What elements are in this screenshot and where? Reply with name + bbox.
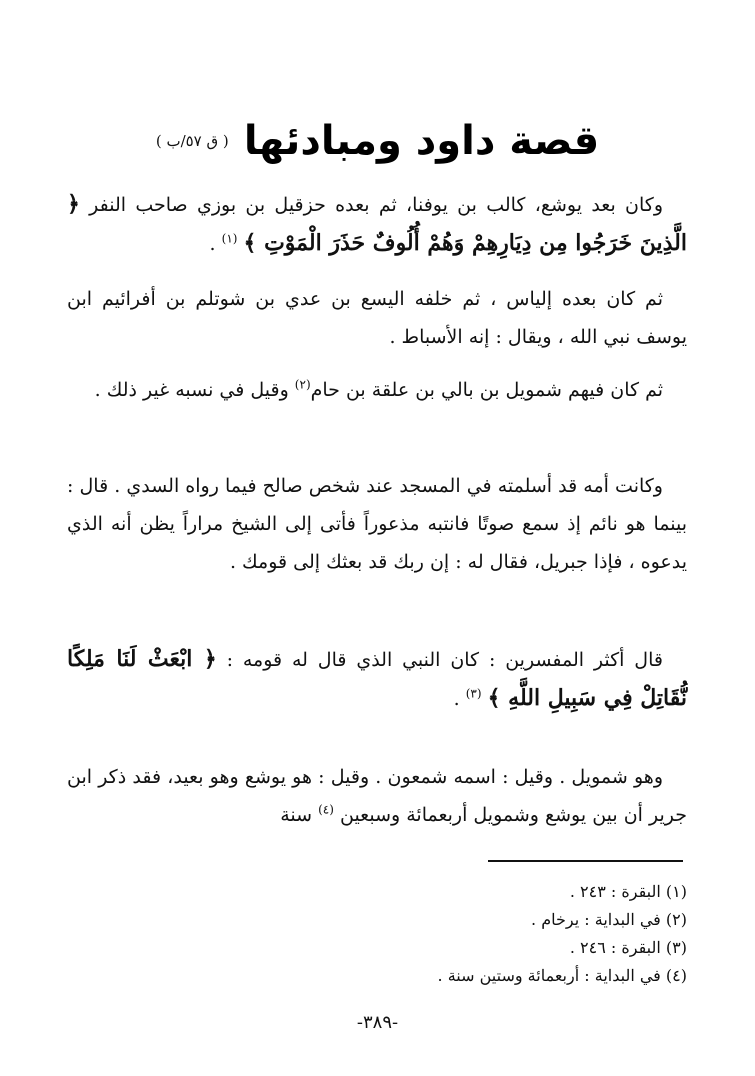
paragraph-text: ثم كان بعده إلياس ، ثم خلفه اليسع بن عدي بن شوتلم بن أفرائيم ابن يوسف نبي الله ، ويقال : إنه الأسباط . xyxy=(67,288,687,348)
footnote-item: (٣) البقرة : ٢٤٦ . xyxy=(569,938,687,957)
paragraph-3 xyxy=(67,371,687,409)
footnote-marker: (٣) xyxy=(465,686,482,701)
paragraph-5 xyxy=(67,640,687,718)
paragraph-text: . xyxy=(453,688,466,710)
paragraph-text: وكان بعد يوشع، كالب بن يوفنا، ثم بعده حزقيل بن بوزي صاحب النفر xyxy=(79,194,663,216)
footnote-marker: (٢) xyxy=(294,377,311,392)
paragraph-text: وكانت أمه قد أسلمته في المسجد عند شخص صالح فيما رواه السدي . قال : بينما هو نائم إذ سمع صوتًا فانتبه مذعوراً فأتى إلى الشيخ مراراً يظن أنه الذي يدعوه ، فإذا جبريل، فقال له : إن ربك قد بعثك إلى قومك . xyxy=(67,475,687,573)
footnotes-list xyxy=(67,878,687,990)
footnote-item: (٤) في البداية : أربعمائة وستين سنة . xyxy=(437,966,687,985)
paragraph-text: قال أكثر المفسرين : كان النبي الذي قال له قومه : xyxy=(216,649,663,671)
footnote-marker: (١) xyxy=(221,231,238,246)
paragraph-1 xyxy=(67,185,687,263)
paragraph-6 xyxy=(67,758,687,834)
chapter-title: قصة داود ومبادئها xyxy=(243,118,600,164)
footnote-marker: (٤) xyxy=(318,802,334,817)
page-number: -٣٨٩- xyxy=(356,1012,399,1033)
paragraph-2 xyxy=(67,280,687,356)
manuscript-reference: ( ق ٥٧/ب ) xyxy=(155,132,229,150)
footnote-divider xyxy=(488,860,683,862)
paragraph-text: وقيل في نسبه غير ذلك . xyxy=(94,379,295,401)
quran-verse: ﴿ ابْعَثْ لَنَا مَلِكًا نُّقَاتِلْ فِي سَبِيلِ اللَّهِ ﴾ xyxy=(67,646,687,711)
paragraph-text: سنة xyxy=(280,804,319,826)
quran-verse: ﴿ الَّذِينَ خَرَجُوا مِن دِيَارِهِمْ وَهُمْ أُلُوفٌ حَذَرَ الْمَوْتِ ﴾ xyxy=(67,191,687,256)
footnote-item: (١) البقرة : ٢٤٣ . xyxy=(569,882,687,901)
paragraph-4 xyxy=(67,467,687,581)
footnote-item: (٢) في البداية : يرخام . xyxy=(531,910,687,929)
paragraph-text: . xyxy=(209,233,222,255)
paragraph-text: ثم كان فيهم شمويل بن بالي بن علقة بن حام xyxy=(310,379,663,401)
paragraph-text: وهو شمويل . وقيل : اسمه شمعون . وقيل : هو يوشع وهو بعيد، فقد ذكر ابن جرير أن بين يوشع وشمويل أربعمائة وسبعين xyxy=(67,766,687,826)
chapter-heading xyxy=(0,118,755,164)
